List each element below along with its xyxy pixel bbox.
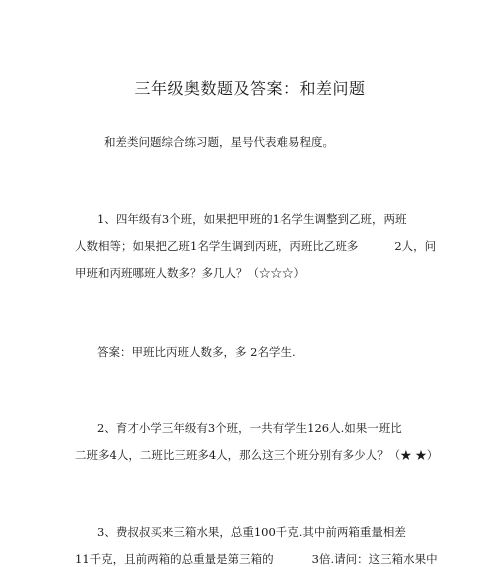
question-1-line-3: 甲班和丙班哪班人数多？多几人？（☆☆☆）	[75, 266, 305, 280]
question-1-line-2-part-1: 人数相等；如果把乙班1名学生调到丙班，丙班比乙班多	[75, 239, 359, 253]
question-3-line-2-part-2: 3倍.请问：这三箱水果中	[311, 552, 438, 566]
question-1-line-1: 1、四年级有3个班，如果把甲班的1名学生调整到乙班，两班	[97, 212, 407, 226]
question-1-line-2-part-2: 2人，问	[394, 239, 437, 253]
question-3-line-2-part-1: 11千克，且前两箱的总重量是第三箱的	[75, 552, 274, 566]
intro-text: 和差类问题综合练习题，星号代表难易程度。	[104, 135, 334, 149]
document-title: 三年级奥数题及答案：和差问题	[134, 79, 366, 98]
answer-1: 答案：甲班比丙班人数多，多 2名学生.	[97, 345, 296, 359]
question-2-line-1: 2、育才小学三年级有3个班，一共有学生126人.如果一班比	[97, 421, 402, 435]
question-3-line-1: 3、费叔叔买来三箱水果，总重100千克.其中前两箱重量相差	[97, 525, 406, 539]
question-1-line-2	[75, 238, 436, 254]
question-3-line-2	[75, 551, 438, 567]
question-2-line-2: 二班多4人，二班比三班多4人，那么这三个班分别有多少人？（★ ★）	[75, 448, 439, 462]
